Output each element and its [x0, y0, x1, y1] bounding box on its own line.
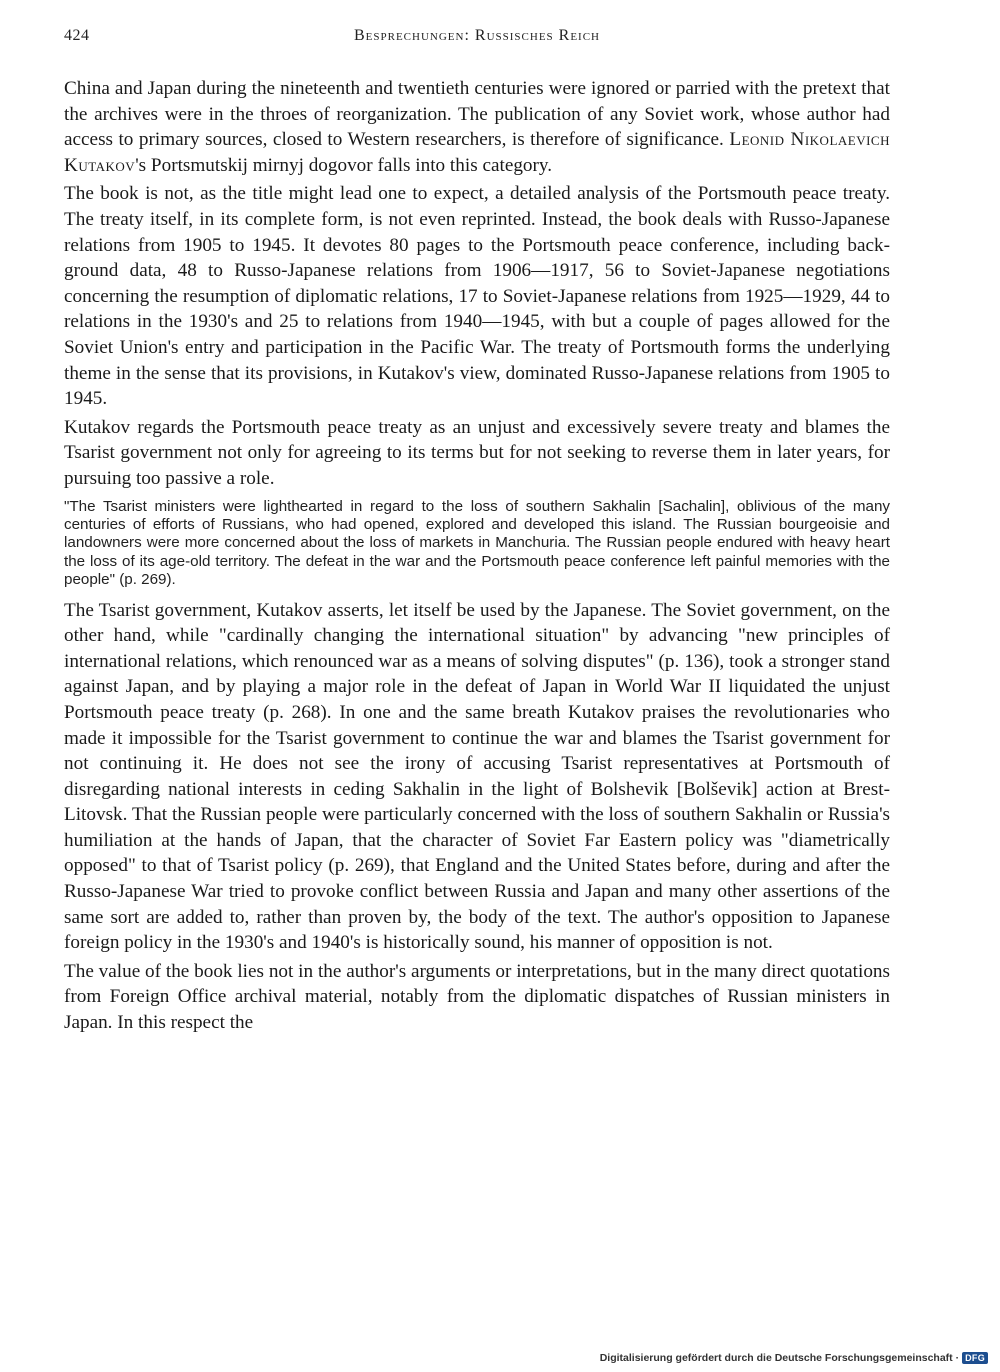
article-body [64, 76, 890, 1039]
author-name: Leonid Nikolaevich Kutakov [64, 129, 890, 176]
paragraph-3: Kutakov regards the Portsmouth peace treaty as an unjust and excessively severe treaty and blames the Tsarist government not only for agreeing to its terms but for not seeking to reverse them in later years, for pursuing too passive a role. [64, 416, 890, 489]
paragraph-4: The Tsarist government, Kutakov asserts, let itself be used by the Japanese. The Soviet government, on the other hand, while "cardinally changing the international situation" by advancing "new principles of international relations, which renounced war as a means of solving disputes" (p. 136), took a stronger stand against Japan, and by playing a major role in the defeat of Japan in World War II liquidated the unjust Portsmouth peace treaty (p. 268). In one and the same breath Kutakov praises the revolutionaries who made it impossible for the Tsarist government to continue the war and blames the Tsarist government for not continuing it. He does not see the irony of accusing Tsarist representatives at Portsmouth of disregarding national interests in ceding Sakhalin in the light of Bolshevik [Bolševik] action at Brest-Litovsk. That the Russian people were particularly concerned with the loss of southern Sakhalin or Russia's humiliation at the hands of Japan, that the character of Soviet Far Eastern policy was "diametrically opposed" to that of Tsarist policy (p. 269), that England and the United States before, during and after the Russo-Japanese War tried to provoke conflict between Russia and Japan and many other assertions of the same sort are added to, rather than proven by, the body of the text. The author's opposition to Japanese foreign policy in the 1930's and 1940's is historically sound, his manner of opposition is not. [64, 599, 890, 954]
credit-text: Digitalisierung gefördert durch die Deutsche Forschungsgemeinschaft · [599, 1352, 960, 1364]
dfg-logo: DFG [962, 1352, 988, 1364]
paragraph-1-text-end: 's Portsmutskij mirnyj dogovor falls into this category. [135, 154, 553, 176]
running-head: Besprechungen: Russisches Reich [354, 27, 600, 44]
page-number: 424 [64, 27, 90, 44]
paragraph-5: The value of the book lies not in the author's arguments or interpretations, but in the many direct quotations from Foreign Office archival material, notably from the diplomatic dispatches of Russian ministers in Japan. In this respect the [64, 960, 890, 1034]
paragraph-2: The book is not, as the title might lead one to expect, a detailed analysis of the Portsmouth peace treaty. The treaty itself, in its complete form, is not even reprinted. Instead, the book deals with Russo-Japanese relations from 1905 to 1945. It devotes 80 pages to the Portsmouth peace conference, including background data, 48 to Russo-Japanese relations from 1906—1917, 56 to Soviet-Japanese negotiations concerning the resumption of diplomatic relations, 17 to Soviet-Japanese relations from 1925—1929, 44 to relations in the 1930's and 25 to relations from 1940—1945, with but a couple of pages allowed for the Soviet Union's entry and participation in the Pacific War. The treaty of Portsmouth forms the underlying theme in the sense that its provisions, in Kutakov's view, dominated Russo-Japanese relations from 1905 to 1945. [64, 183, 890, 410]
paragraph-1 [64, 76, 890, 178]
block-quote: "The Tsarist ministers were lighthearted in regard to the loss of southern Sakhalin [Sachalin], oblivious of the many centuries of efforts of Russians, who had opened, explored and developed this island. The Russian bourgeoisie and landowners were more concerned about the loss of markets in Manchuria. The Russian people endured with heavy heart the loss of its age-old territory. The defeat in the war and the Portsmouth peace conference left painful memories with the people" (p. 269). [64, 497, 890, 589]
digitization-credit [600, 1352, 988, 1364]
paragraph-1-text: China and Japan during the nineteenth and twentieth centuries were ignored or parried with the pretext that the archives were in the throes of reorganization. The publication of any Soviet work, whose author had access to primary sources, closed to Western researchers, is therefore of significance. [64, 78, 890, 151]
page-header [64, 27, 890, 51]
